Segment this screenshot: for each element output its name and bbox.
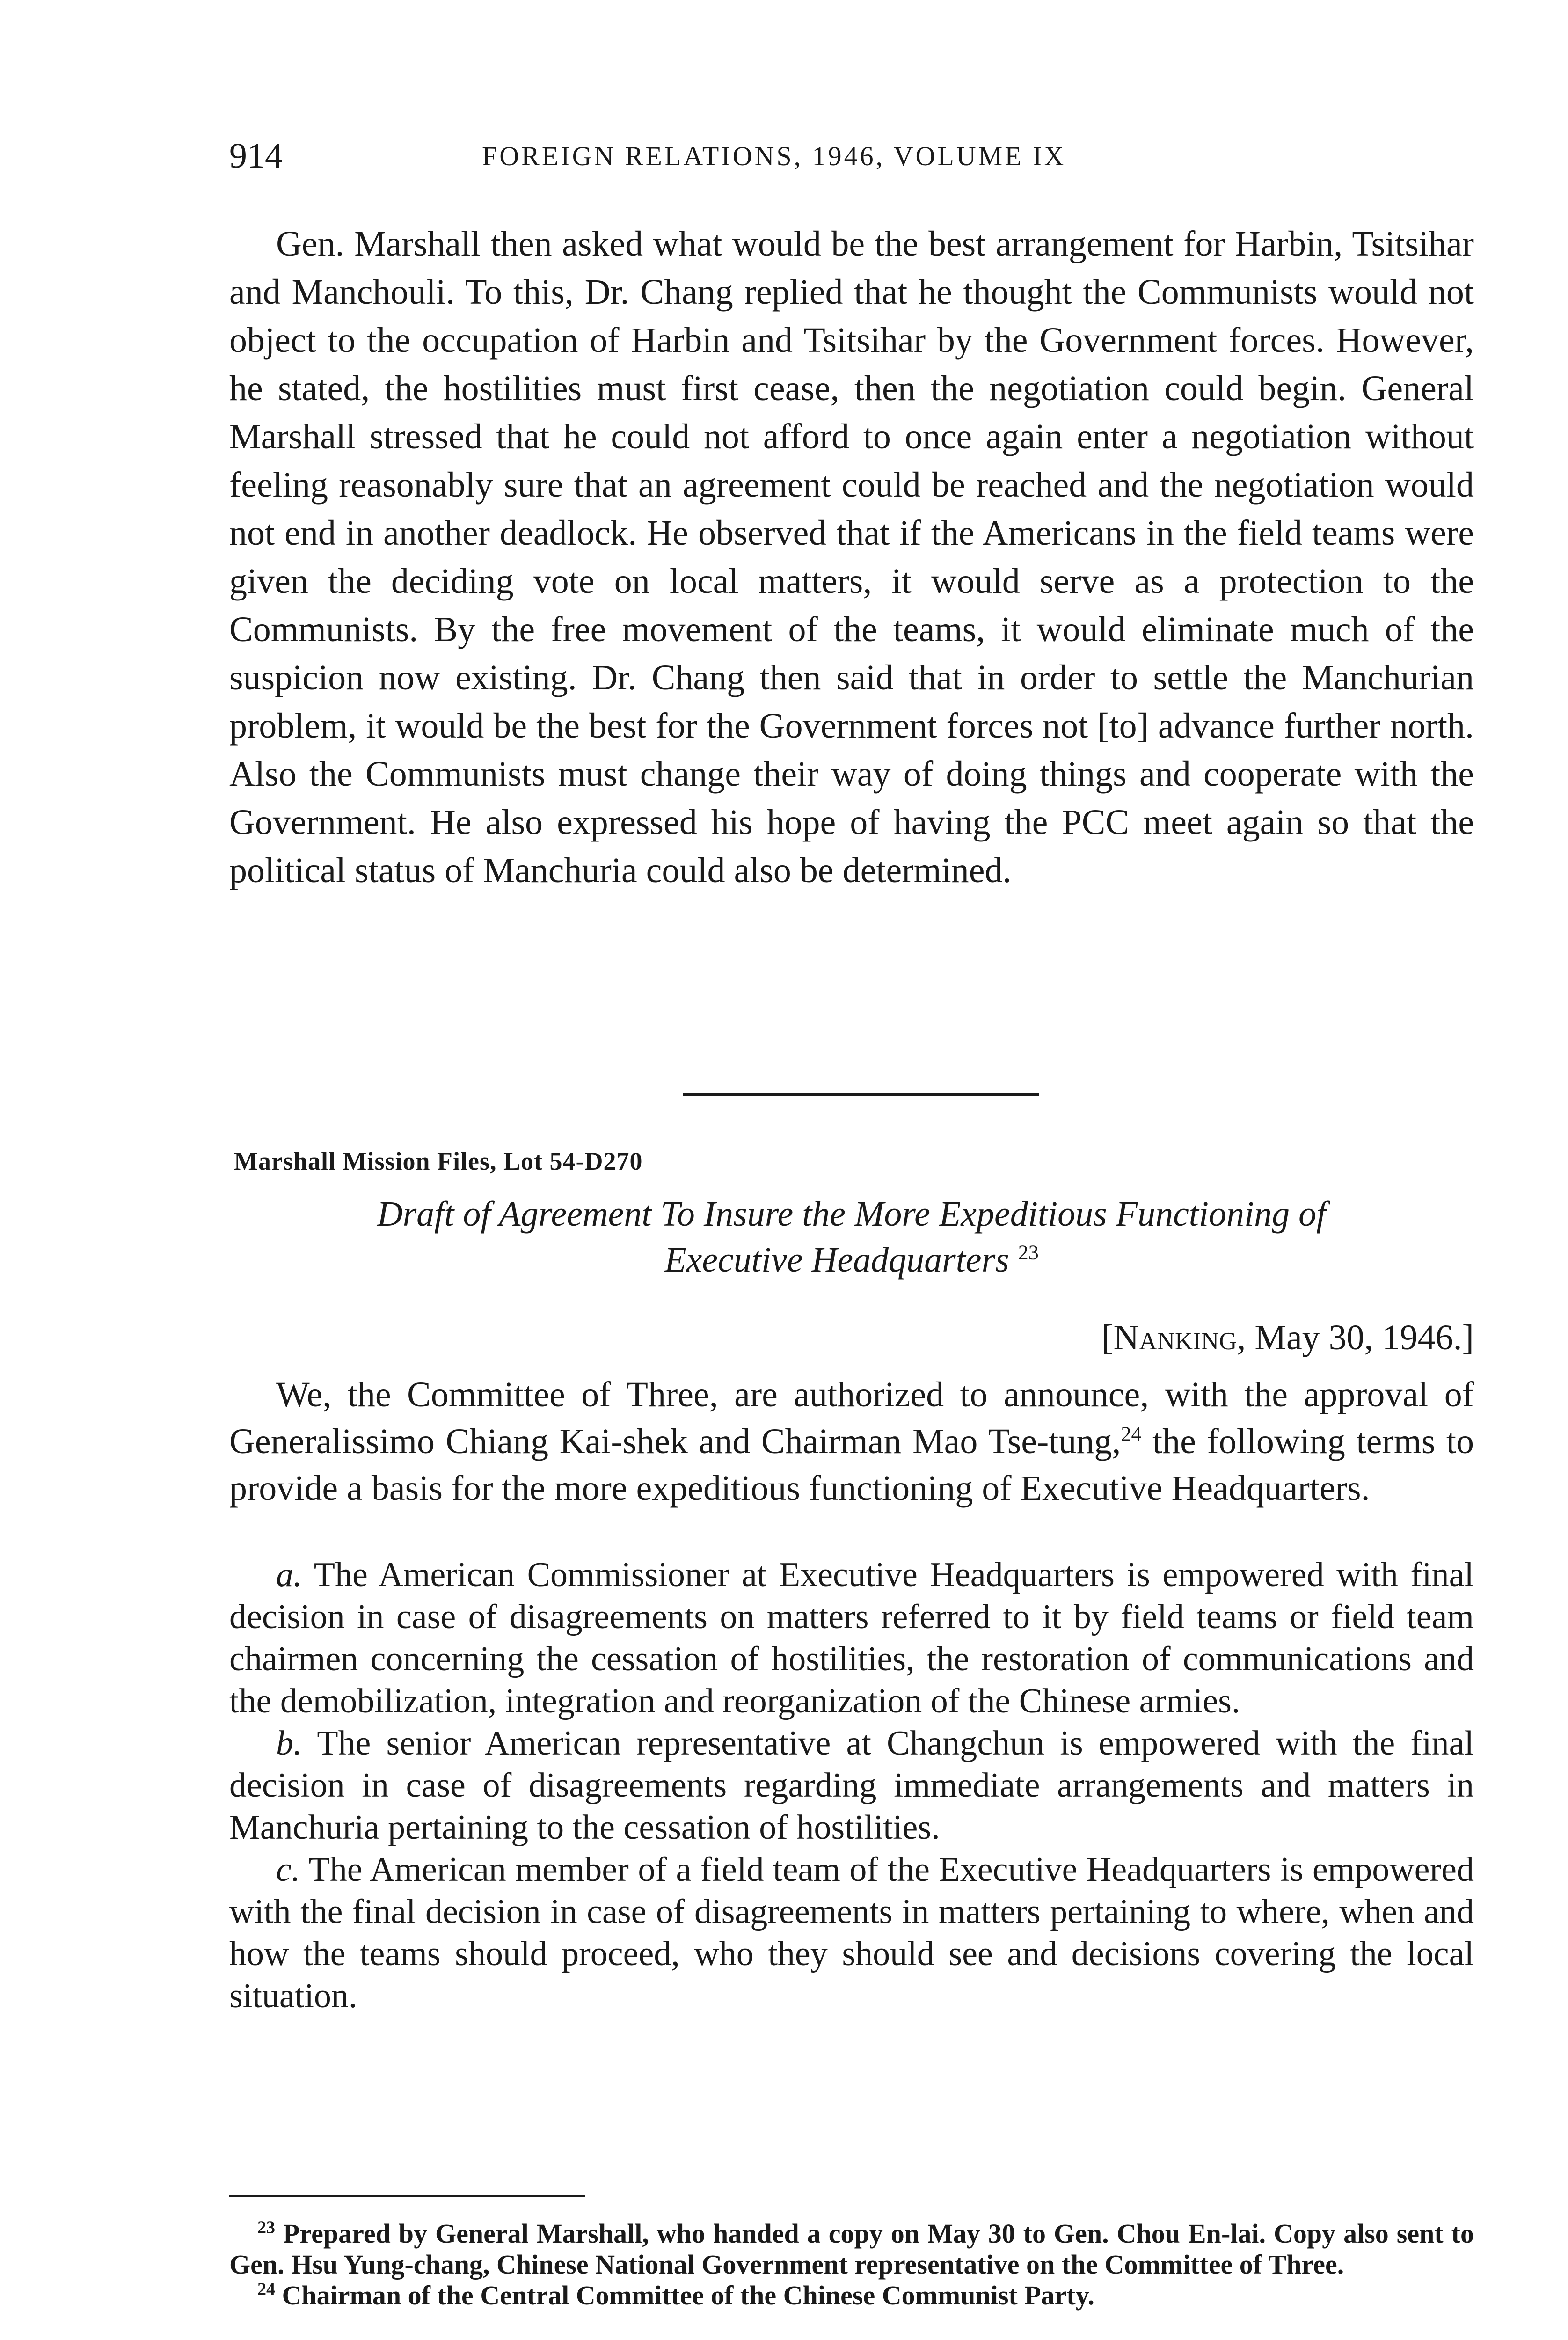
source-citation: Marshall Mission Files, Lot 54-D270: [234, 1147, 643, 1175]
agreement-intro: [229, 1371, 1474, 1512]
intro-text-after: the following terms to provide a basis for the more expeditious functioning of Executive Headquarters.: [229, 1422, 1474, 1508]
intro-paragraph: [229, 1371, 1474, 1512]
title-footnote-ref[interactable]: 23: [1018, 1241, 1039, 1264]
intro-footnote-ref[interactable]: 24: [1121, 1422, 1142, 1446]
term-c-letter: c.: [276, 1850, 300, 1889]
term-b-letter: b.: [276, 1724, 302, 1762]
term-b: [229, 1722, 1474, 1849]
term-b-text: The senior American representative at Changchun is empowered with the final decision in case of disagreements regarding immediate arrangements and matters in Manchuria pertaining to the cessation of hostilities.: [229, 1724, 1474, 1847]
footnote-23-number: 23: [257, 2217, 275, 2238]
footnote-24: [229, 2280, 1474, 2311]
intro-text-before: We, the Committee of Three, are authorized to announce, with the approval of Generalissimo Chiang Kai-shek and Chairman Mao Tse-tung,: [229, 1375, 1474, 1461]
dateline-place: Nanking: [1113, 1318, 1237, 1357]
running-head: FOREIGN RELATIONS, 1946, VOLUME IX: [482, 141, 1066, 171]
footnotes: [229, 2218, 1474, 2311]
previous-section: [229, 220, 1474, 895]
document-title-line1: Draft of Agreement To Insure the More Expeditious Functioning of: [377, 1194, 1327, 1234]
page-header: [229, 136, 1474, 178]
previous-paragraph: Gen. Marshall then asked what would be the best arrangement for Harbin, Tsitsihar and Manchouli. To this, Dr. Chang replied that he thought the Communists would not object to the occupation of Harbin and Tsitsihar by the Government forces. However, he stated, the hostilities must first cease, then the negotiation could begin. General Marshall stressed that he could not afford to once again enter a negotiation without feeling reasonably sure that an agreement could be reached and the negotiation would not end in another deadlock. He observed that if the Americans in the field teams were given the deciding vote on local matters, it would serve as a protection to the Communists. By the free movement of the teams, it would eliminate much of the suspicion now existing. Dr. Chang then said that in order to settle the Manchurian problem, it would be the best for the Government forces not [to] advance further north. Also the Communists must change their way of doing things and cooperate with the Government. He also expressed his hope of having the PCC meet again so that the political status of Manchuria could also be determined.: [229, 224, 1474, 890]
term-a-letter: a.: [276, 1556, 302, 1594]
footnote-divider: [229, 2195, 585, 2197]
footnote-24-text: Chairman of the Central Committee of the Chinese Communist Party.: [275, 2280, 1095, 2311]
footnote-23-text: Prepared by General Marshall, who handed a copy on May 30 to Gen. Chou En-lai. Copy also sent to Gen. Hsu Yung-chang, Chinese National Government representative on the Committee of Three.: [229, 2218, 1474, 2280]
footnote-24-number: 24: [257, 2279, 275, 2299]
footnote-23: [229, 2218, 1474, 2280]
document-title: [229, 1191, 1474, 1283]
term-a: [229, 1554, 1474, 1722]
dateline-open: [: [1101, 1318, 1114, 1357]
document-title-line2: Executive Headquarters: [664, 1240, 1009, 1280]
page-number: 914: [229, 136, 283, 176]
section-divider: [683, 1093, 1039, 1096]
term-a-text: The American Commissioner at Executive Headquarters is empowered with final decision in case of disagreements on matters referred to it by field teams or field team chairmen concerning the cessation of hostilities, the restoration of communications and the demobilization, integration and reorganization of the Chinese armies.: [229, 1556, 1474, 1720]
term-c-text: The American member of a field team of the Executive Headquarters is empowered with the final decision in case of disagreements in matters pertaining to where, when and how the teams should proceed, who they should see and decisions covering the local situation.: [229, 1850, 1474, 2015]
dateline: [229, 1317, 1474, 1358]
dateline-date: , May 30, 1946.]: [1237, 1318, 1474, 1357]
term-c: [229, 1849, 1474, 2017]
agreement-terms: [229, 1554, 1474, 2017]
